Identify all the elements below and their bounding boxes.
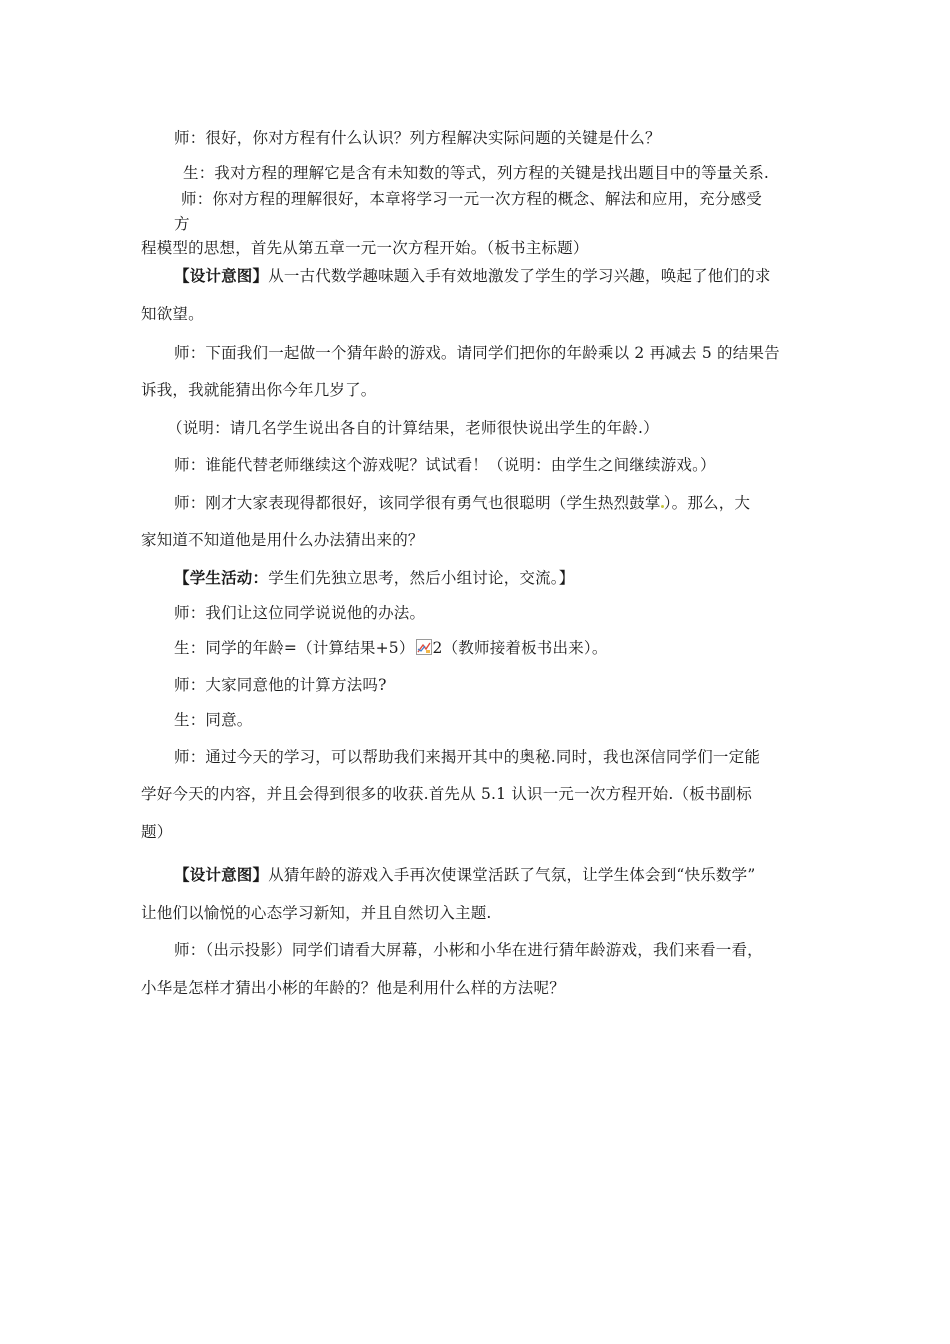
design-intent-text: 从一古代数学趣味题入手有效地激发了学生的学习兴趣，唤起了他们的求 [268, 267, 771, 285]
paragraph-line: 家知道不知道他是用什么办法猜出来的？ [141, 531, 424, 549]
paragraph-line: 师：你对方程的理解很好，本章将学习一元一次方程的概念、解法和应用，充分感受 [181, 190, 762, 208]
paragraph-line: 师：下面我们一起做一个猜年龄的游戏。请同学们把你的年龄乘以 2 再减去 5 的结果告 [174, 344, 780, 362]
student-activity-text: 学生们先独立思考，然后小组讨论，交流。】 [268, 569, 575, 587]
formula-text: 生：同学的年龄=（计算结果+5） [174, 639, 415, 657]
paragraph-line: 生：我对方程的理解它是含有未知数的等式，列方程的关键是找出题目中的等量关系. [183, 164, 770, 182]
paragraph-line: 方 [174, 215, 190, 233]
paragraph-line [174, 493, 750, 513]
paragraph-line: 诉我，我就能猜出你今年几岁了。 [141, 381, 377, 399]
paragraph-line: 师：我们让这位同学说说他的办法。 [174, 604, 426, 622]
design-intent-text: 从猜年龄的游戏入手再次使课堂活跃了气氛，让学生体会到“快乐数学” [268, 866, 756, 884]
student-activity-line [174, 568, 574, 588]
paragraph-line: 小华是怎样才猜出小彬的年龄的？他是利用什么样的方法呢？ [141, 979, 565, 997]
paragraph-line: 师：谁能代替老师继续这个游戏呢？试试看！（说明：由学生之间继续游戏。） [174, 456, 716, 474]
broken-image-icon [416, 639, 432, 655]
paragraph-line: 知欲望。 [141, 305, 204, 323]
design-intent-label: 【设计意图】 [174, 266, 269, 285]
paragraph-line: 生：同意。 [174, 711, 253, 729]
paragraph-line: 学好今天的内容，并且会得到很多的收获.首先从 5.1 认识一元一次方程开始.（板书副标 [141, 785, 752, 803]
formula-text: 2（教师接着板书出来）。 [432, 639, 608, 657]
paragraph-line: 师：大家同意他的计算方法吗? [174, 676, 387, 694]
paragraph-text: ）。那么，大 [663, 494, 751, 512]
paragraph-line: 程模型的思想，首先从第五章一元一次方程开始。（板书主标题） [141, 239, 589, 257]
paragraph-line: 师：很好，你对方程有什么认识？列方程解决实际问题的关键是什么？ [174, 129, 661, 147]
student-activity-label: 【学生活动： [174, 568, 269, 587]
design-intent-label: 【设计意图】 [174, 865, 269, 884]
paragraph-line: 题） [141, 823, 173, 841]
formula-line [174, 638, 608, 658]
note-line: （说明：请几名学生说出各自的计算结果，老师很快说出学生的年龄.） [167, 419, 659, 437]
paragraph-line: 让他们以愉悦的心态学习新知，并且自然切入主题. [141, 904, 492, 922]
design-intent-line [174, 266, 771, 286]
paragraph-line: 师：（出示投影）同学们请看大屏幕，小彬和小华在进行猜年龄游戏，我们来看一看， [174, 941, 763, 959]
design-intent-line [174, 865, 755, 885]
paragraph-text: 师：刚才大家表现得都很好，该同学很有勇气也很聪明（学生热烈鼓掌 [174, 494, 661, 512]
paragraph-line: 师：通过今天的学习，可以帮助我们来揭开其中的奥秘.同时，我也深信同学们一定能 [174, 748, 761, 766]
